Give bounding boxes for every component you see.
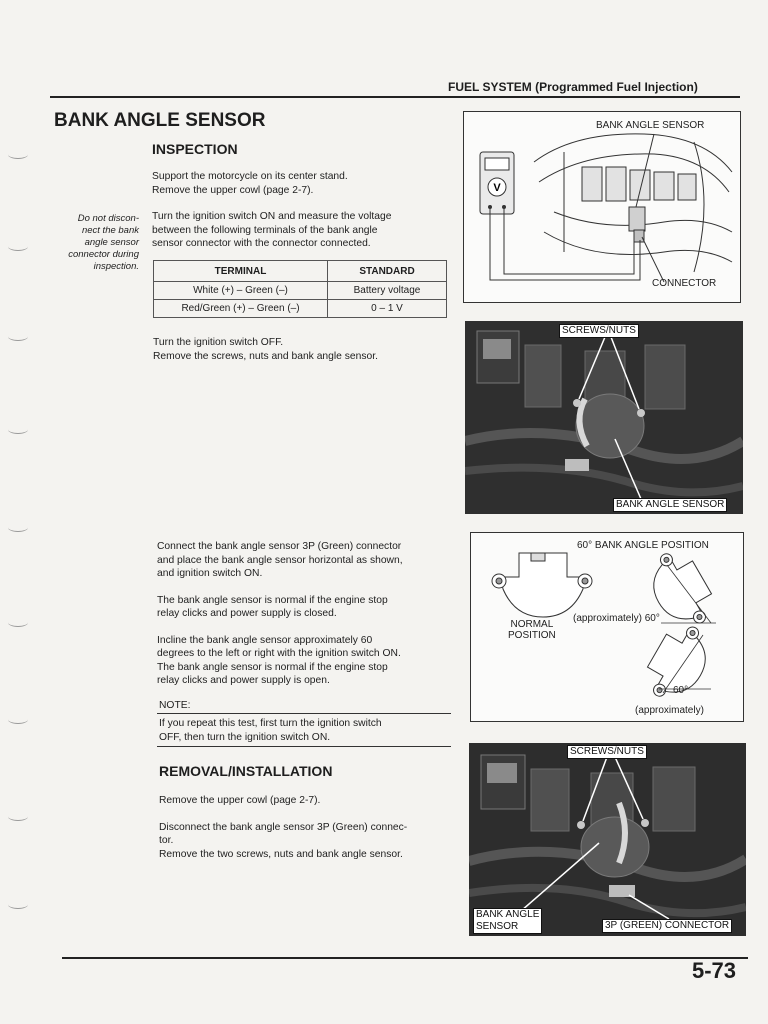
table-cell: Red/Green (+) – Green (–) bbox=[154, 300, 328, 318]
photo-illustration bbox=[465, 321, 743, 514]
voltmeter bbox=[480, 152, 514, 214]
wiring-illustration bbox=[464, 112, 740, 302]
label-screws-nuts: SCREWS/NUTS bbox=[567, 745, 647, 759]
page-number: 5-73 bbox=[692, 958, 737, 983]
voltmeter-symbol: V bbox=[493, 182, 501, 194]
binder-hole-mark bbox=[8, 425, 28, 434]
label-screws-nuts: SCREWS/NUTS bbox=[559, 324, 639, 338]
label-bank-angle-sensor: BANK ANGLE SENSOR bbox=[473, 908, 542, 934]
figure-voltage-measurement bbox=[463, 111, 741, 303]
inspection-heading: INSPECTION bbox=[152, 141, 238, 157]
table-row bbox=[154, 282, 447, 300]
inspection-text-2 bbox=[153, 336, 453, 376]
binder-hole-mark bbox=[8, 618, 28, 627]
note-label: NOTE: bbox=[159, 700, 191, 711]
test-text bbox=[157, 540, 453, 701]
binder-hole-mark bbox=[8, 332, 28, 341]
binder-hole-mark bbox=[8, 150, 28, 159]
sensor-normal-shape bbox=[501, 553, 583, 617]
label-connector: CONNECTOR bbox=[652, 278, 717, 289]
paragraph: Incline the bank angle sensor approximately 60 degrees to the left or right with the ignition switch ON. The bank angle sensor is normal if the engine stop relay clicks and power supply is open. bbox=[157, 634, 401, 686]
section-title: BANK ANGLE SENSOR bbox=[54, 110, 266, 131]
table-header-row bbox=[154, 261, 447, 282]
label-3p-green-connector: 3P (GREEN) CONNECTOR bbox=[602, 919, 732, 933]
photo-screws-nuts bbox=[465, 321, 743, 514]
footer-rule bbox=[62, 957, 748, 959]
paragraph: Support the motorcycle on its center stand. Remove the upper cowl (page 2-7). bbox=[152, 171, 348, 196]
table-cell: White (+) – Green (–) bbox=[154, 282, 328, 300]
paragraph: The bank angle sensor is normal if the engine stop relay clicks and power supply is closed. bbox=[157, 594, 388, 619]
inspection-text bbox=[152, 170, 452, 264]
paragraph: Disconnect the bank angle sensor 3P (Green) connec- tor. Remove the two screws, nuts and bank angle sensor. bbox=[159, 821, 408, 860]
approx-60-label: (approximately) 60° bbox=[573, 613, 660, 624]
approx-label: (approximately) bbox=[635, 705, 704, 716]
paragraph: Connect the bank angle sensor 3P (Green) connector and place the bank angle sensor horizontal as shown, and ignition switch ON. bbox=[157, 541, 403, 579]
chapter-title: FUEL SYSTEM (Programmed Fuel Injection) bbox=[448, 80, 698, 94]
paragraph: Turn the ignition switch ON and measure the voltage between the following terminals of the bank angle sensor connector with the connector connected. bbox=[152, 211, 392, 249]
note-text: If you repeat this test, first turn the ignition switch OFF, then turn the ignition switch ON. bbox=[159, 718, 382, 743]
table-row bbox=[154, 300, 447, 318]
photo-removal bbox=[469, 743, 746, 936]
binder-hole-mark bbox=[8, 523, 28, 532]
label-bank-angle-sensor: BANK ANGLE SENSOR bbox=[596, 120, 705, 131]
column-header: STANDARD bbox=[328, 261, 447, 282]
note-rule-bottom bbox=[157, 746, 451, 747]
binder-hole-mark bbox=[8, 715, 28, 724]
normal-position-label: NORMAL POSITION bbox=[508, 619, 556, 641]
terminal-voltage-table bbox=[153, 260, 447, 318]
table-cell: Battery voltage bbox=[328, 282, 447, 300]
header-rule bbox=[50, 96, 740, 98]
note-rule-top bbox=[157, 713, 451, 714]
paragraph: Turn the ignition switch OFF. Remove the screws, nuts and bank angle sensor. bbox=[153, 337, 378, 362]
removal-heading: REMOVAL/INSTALLATION bbox=[159, 763, 333, 779]
paragraph: Remove the upper cowl (page 2-7). bbox=[159, 795, 321, 806]
column-header: TERMINAL bbox=[154, 261, 328, 282]
table-cell: 0 – 1 V bbox=[328, 300, 447, 318]
figure-bank-angle-position bbox=[470, 532, 744, 722]
side-note: Do not discon- nect the bank angle sensor connector during inspection. bbox=[68, 213, 139, 272]
binder-hole-mark bbox=[8, 812, 28, 821]
bank-angle-title: 60° BANK ANGLE POSITION bbox=[577, 540, 709, 551]
removal-text bbox=[159, 794, 455, 874]
angle-60-label: 60° bbox=[673, 685, 689, 696]
binder-hole-mark bbox=[8, 900, 28, 909]
binder-hole-mark bbox=[8, 242, 28, 251]
label-bank-angle-sensor: BANK ANGLE SENSOR bbox=[613, 498, 727, 512]
